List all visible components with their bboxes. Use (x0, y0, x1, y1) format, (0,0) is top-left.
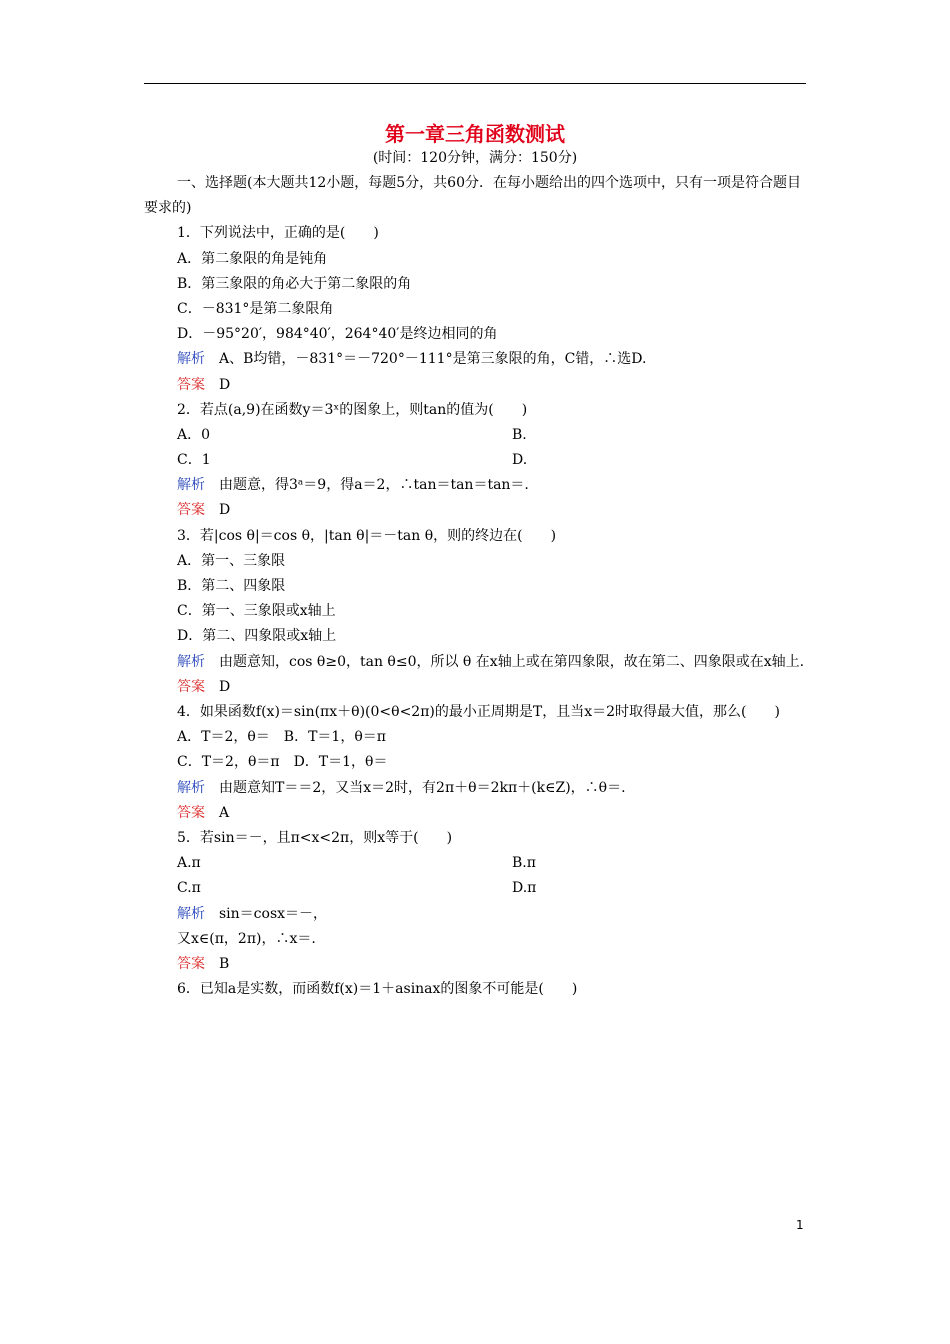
q3-analysis-text: 由题意知，cos θ≥0，tan θ≤0，所以 θ 在x轴上或在第四象限，故在第二、四象限或在x轴上. (219, 653, 805, 670)
q1-stem: 1．下列说法中，正确的是( ) (177, 225, 379, 242)
q1-option-b: B．第三象限的角必大于第二象限的角 (177, 275, 412, 292)
page-title: 第一章三角函数测试 (385, 122, 565, 146)
q5-answer-text: B (219, 955, 230, 972)
q5-analysis-text: sin＝cosx＝－， (219, 905, 328, 922)
q5-option-d: D.π (512, 880, 537, 897)
q2-option-d: D. (512, 452, 528, 469)
q2-answer-text: D (219, 502, 231, 519)
answer-label: 答案 (177, 678, 205, 695)
q3-analysis (144, 650, 808, 675)
answer-label: 答案 (177, 502, 205, 519)
q2-option-c: C．1 (177, 452, 211, 469)
q4-options-ab: A．T＝2，θ＝ B．T＝1，θ＝π (177, 729, 386, 746)
q4-answer (144, 801, 808, 826)
q1-option-a: A．第二象限的角是钝角 (177, 250, 328, 267)
q3-option-b: B．第二、四象限 (177, 578, 286, 595)
page-number: 1 (796, 1218, 804, 1232)
analysis-label: 解析 (177, 477, 205, 494)
q3-option-a: A．第一、三象限 (177, 552, 286, 569)
analysis-label: 解析 (177, 351, 205, 368)
q5-option-a: A.π (177, 855, 201, 872)
q2-options-row2 (144, 448, 808, 473)
analysis-label: 解析 (177, 905, 205, 922)
q3-answer (144, 675, 808, 700)
q5-stem: 5．若sin＝－，且π<x<2π，则x等于( ) (177, 829, 453, 846)
document-body (144, 171, 808, 1002)
q4-stem: 4．如果函数f(x)＝sin(πx＋θ)(0<θ<2π)的最小正周期是T，且当x＝2时取得最大值，那么( ) (177, 703, 780, 720)
q2-option-a: A．0 (177, 426, 211, 443)
q2-options-row1 (144, 423, 808, 448)
q3-option-c: C．第一、三象限或x轴上 (177, 603, 336, 620)
q3-answer-text: D (219, 678, 231, 695)
q4-analysis (144, 776, 808, 801)
analysis-label: 解析 (177, 779, 205, 796)
answer-label: 答案 (177, 804, 205, 821)
q1-analysis (144, 347, 808, 372)
q5-options-row2 (144, 876, 808, 901)
q5-option-c: C.π (177, 880, 201, 897)
q6-stem: 6．已知a是实数，而函数f(x)＝1＋asinax的图象不可能是( ) (177, 981, 578, 998)
header-rule (144, 83, 806, 84)
q1-answer (144, 373, 808, 398)
q3-stem: 3．若|cos θ|＝cos θ，|tan θ|＝－tan θ，则的终边在( ) (177, 527, 557, 544)
q1-option-d: D．－95°20′，984°40′，264°40′是终边相同的角 (177, 326, 498, 343)
page-subtitle: (时间：120分钟，满分：150分) (372, 150, 578, 166)
q2-stem: 2．若点(a,9)在函数y＝3ˣ的图象上，则tan的值为( ) (177, 401, 528, 418)
answer-label: 答案 (177, 955, 205, 972)
q5-analysis-cont: 又x∈(π，2π)，∴x＝. (177, 930, 316, 947)
q3-option-d: D．第二、四象限或x轴上 (177, 628, 337, 645)
q2-analysis-text: 由题意，得3ᵃ＝9，得a＝2，∴tan＝tan＝tan＝. (219, 477, 529, 494)
section-intro: 一、选择题(本大题共12小题，每题5分，共60分．在每小题给出的四个选项中，只有一项是符合题目要求的) (144, 175, 801, 217)
q5-analysis (144, 902, 808, 927)
q1-option-c: C．－831°是第二象限角 (177, 300, 334, 317)
q2-answer (144, 498, 808, 523)
q2-analysis (144, 473, 808, 498)
q5-options-row1 (144, 851, 808, 876)
q1-answer-text: D (219, 376, 231, 393)
q1-analysis-text: A、B均错，－831°＝－720°－111°是第三象限的角，C错，∴选D. (219, 351, 647, 368)
q2-option-b: B. (512, 426, 527, 443)
q4-analysis-text: 由题意知T＝＝2，又当x＝2时，有2π＋θ＝2kπ＋(k∈Z)，∴θ＝. (219, 779, 626, 796)
q4-options-cd: C．T＝2，θ＝π D．T＝1，θ＝ (177, 754, 388, 771)
q4-answer-text: A (219, 804, 230, 821)
q5-answer (144, 952, 808, 977)
q5-option-b: B.π (512, 855, 536, 872)
answer-label: 答案 (177, 376, 205, 393)
analysis-label: 解析 (177, 653, 205, 670)
